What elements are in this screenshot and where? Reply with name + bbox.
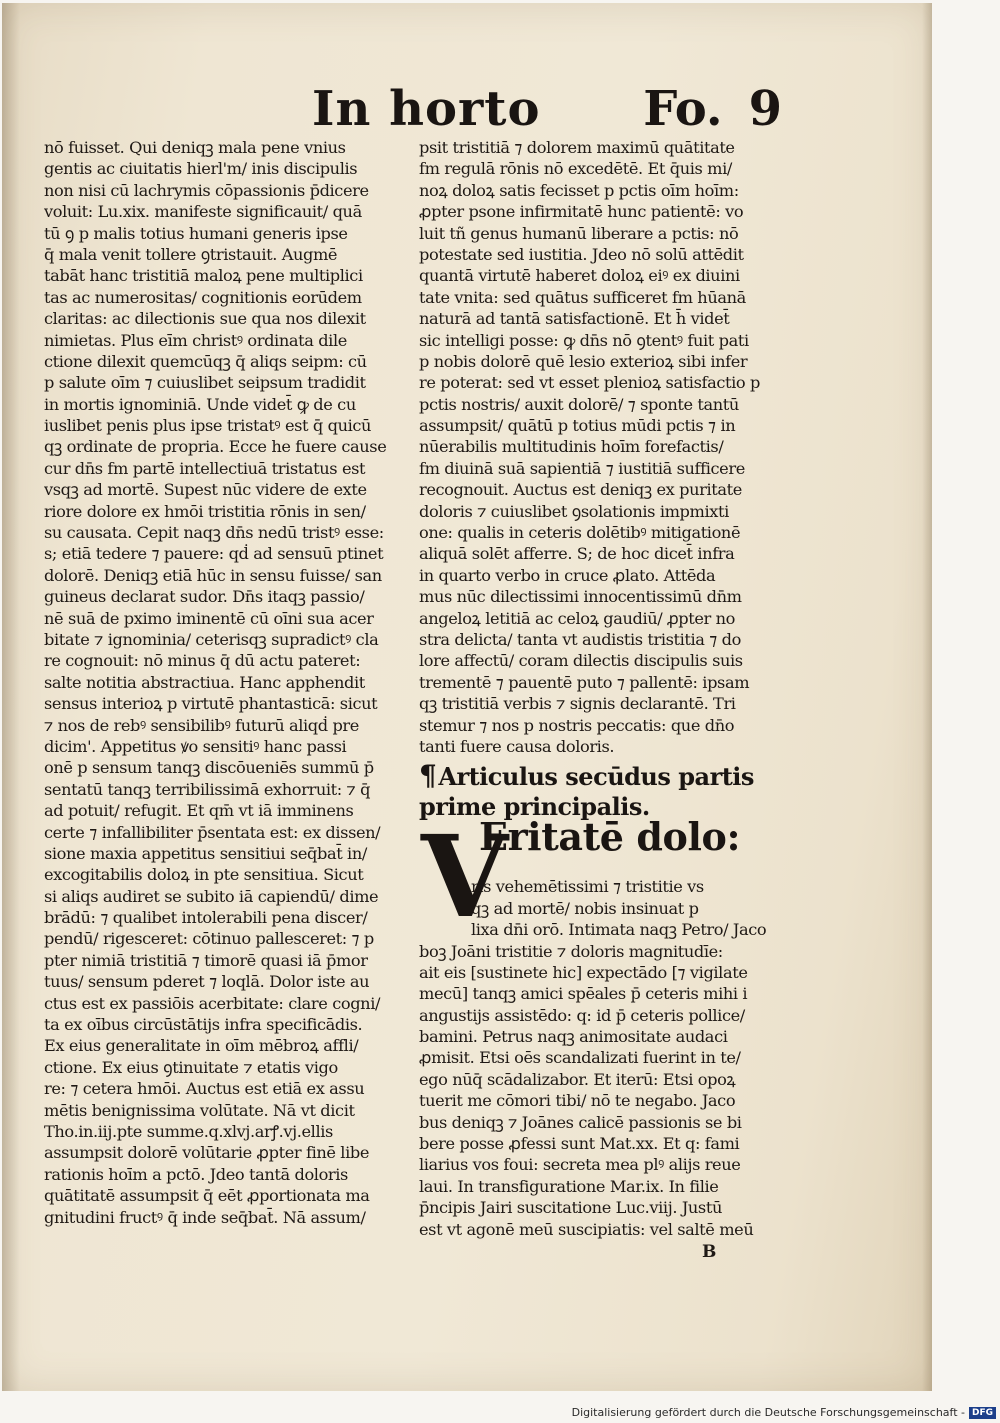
- text-line: bamini. Petrus naqꝫ animositate audaci: [419, 1027, 728, 1047]
- text-line: tate vnita: sed quātus sufficeret fm hūanā: [419, 287, 746, 307]
- dfg-logo: DFG: [969, 1407, 996, 1419]
- folio: [643, 81, 782, 137]
- text-line: assumpsit/ quātū p totius mūdi pctis ⁊ in: [419, 416, 736, 436]
- text-line: excogitabilis doloꝝ in pte sensitiua. Sicut: [44, 865, 364, 885]
- text-line: s; etiā tedere ⁊ pauere: qḋ ad sensuū ptinet: [44, 544, 384, 564]
- right-column-top-text: [419, 137, 769, 757]
- running-title: In horto: [312, 81, 541, 137]
- text-line: onē p sensum tanqꝫ discōueniēs summū p̄: [44, 758, 374, 778]
- article-heading-line-2: prime principalis.: [419, 792, 650, 822]
- text-line: lore affectū/ coram dilectis discipulis suis: [419, 651, 743, 671]
- text-line: ctione. Ex eius ꝯtinuitate ⁊ etatis vigo: [44, 1057, 338, 1077]
- article-heading-line-1: [419, 761, 769, 792]
- text-line: pendū/ rigesceret: cōtinuo pallesceret: ⁊ p: [44, 929, 374, 949]
- text-line: qꝫ ordinate de propria. Ecce he fuere cause: [44, 437, 387, 457]
- text-line: nē suā de pximo iminentē cū oīni sua acer: [44, 608, 374, 628]
- text-line: nō fuisset. Qui deniqꝫ mala pene vnius: [44, 138, 346, 157]
- text-line: non nisi cū lachrymis cōpassionis p̄dicere: [44, 180, 369, 200]
- book-page: [2, 3, 932, 1391]
- text-line: ctione dilexit quemcūqꝫ q̄ aliqs seipm: cū: [44, 351, 367, 371]
- text-line: doloris ⁊ cuiuslibet ꝯsolationis impmixti: [419, 501, 729, 521]
- text-line: iuslibet penis plus ipse tristatꝰ est q̄ quicū: [44, 416, 372, 436]
- text-line: stra delicta/ tanta vt audistis tristitia ⁊ do: [419, 629, 741, 649]
- credit-text: Digitalisierung gefördert durch die Deutsche Forschungsgemeinschaft -: [571, 1406, 965, 1419]
- folio-label: Fo.: [643, 81, 723, 137]
- text-line: Ex eius generalitate in oīm mēbroꝝ affli/: [44, 1036, 359, 1056]
- text-line: sic intelligi posse: ꝙ dn̄s nō ꝯtentꝰ fuit pati: [419, 330, 749, 350]
- scan-margin: [934, 0, 1000, 1423]
- text-line: recognouit. Auctus est deniqꝫ ex puritate: [419, 480, 742, 500]
- text-line: potestate sed iustitia. Jdeo nō solū attēdit: [419, 244, 744, 264]
- text-line: p̄ncipis Jairi suscitatione Luc.viij. Justū: [419, 1198, 722, 1218]
- text-line: ait eis [sustinete hic] expectādo [⁊ vigilate: [419, 962, 748, 982]
- text-line: re: ⁊ cetera hmōi. Auctus est etiā ex assu: [44, 1079, 365, 1099]
- text-line: pter nimiā tristitiā ⁊ timorē quasi iā p̄mor: [44, 950, 368, 970]
- text-line: guineus declarat sudor. Dn̄s itaqꝫ passio/: [44, 587, 365, 607]
- text-line: tuerit me cōmori tibi/ nō te negabo. Jaco: [419, 1091, 736, 1111]
- text-line: in mortis ignominiā. Unde videt̄ ꝙ de cu: [44, 394, 356, 414]
- text-line: cur dn̄s fm partē intellectiuā tristatus est: [44, 458, 366, 478]
- text-line: dicim'. Appetitus ꝟo sensitiꝰ hanc passi: [44, 736, 347, 756]
- signature-mark: B: [702, 1241, 716, 1262]
- text-line: qꝫ tristitiā verbis ⁊ signis declarantē. Tri: [419, 694, 736, 714]
- text-line: p nobis dolorē quē lesio exterioꝝ sibi infer: [419, 351, 748, 371]
- text-line: laui. In transfiguratione Mar.ix. In filie: [419, 1176, 719, 1196]
- text-line: dolorē. Deniqꝫ etiā hūc in sensu fuisse/ san: [44, 565, 382, 585]
- digitization-credit: [572, 1406, 996, 1419]
- text-line: noꝝ doloꝝ satis fecisset p pctis oīm hoīm:: [419, 180, 739, 200]
- text-line: in quarto verbo in cruce ꝓlato. Attēda: [419, 565, 716, 585]
- text-line: angeloꝝ letitiā ac celoꝝ gaudiū/ ꝓpter no: [419, 608, 735, 628]
- text-line: quantā virtutē haberet doloꝝ eiꝰ ex diuini: [419, 266, 740, 286]
- text-line: vsqꝫ ad mortē. Supest nūc videre de exte: [44, 480, 367, 500]
- text-line: p salute oīm ⁊ cuiuslibet seipsum tradidit: [44, 373, 366, 393]
- text-line: ta ex oībus circūstātijs infra specificādis.: [44, 1015, 363, 1035]
- text-line: mētis benignissima volūtate. Nā vt dicit: [44, 1100, 355, 1120]
- article-heading-text-1: Articulus secūdus partis: [438, 762, 754, 792]
- initial-capital: V: [421, 812, 508, 944]
- text-line: quātitatē assumpsit q̄ eēt ꝓportionata ma: [44, 1186, 370, 1206]
- text-line: ꝓpter psone infirmitatē hunc patientē: vo: [419, 202, 744, 222]
- text-line: mus nūc dilectissimi innocentissimū dn̄m: [419, 587, 742, 607]
- page-header: [312, 81, 782, 141]
- text-line: liarius vos foui: secreta mea plꝰ alijs reue: [419, 1155, 741, 1175]
- text-line: brādū: ⁊ qualibet intolerabili pena discer/: [44, 908, 368, 928]
- initial-word-rest: Eritatē dolo:: [479, 814, 741, 860]
- page-edge-shadow: [922, 3, 932, 1391]
- text-line: fm regulā rōnis nō excedētē. Et q̄uis mi/: [419, 159, 732, 179]
- text-line: tabāt hanc tristitiā maloꝝ pene multiplici: [44, 266, 363, 286]
- text-line: ris vehemētissimi ⁊ tristitie vs: [471, 877, 704, 897]
- text-line: qꝫ ad mortē/ nobis insinuat p: [471, 898, 699, 918]
- text-line: su causata. Cepit naqꝫ dn̄s nedū tristꝰ esse:: [44, 523, 384, 543]
- text-line: bere posse ꝓfessi sunt Mat.xx. Et q: fami: [419, 1134, 740, 1154]
- text-line: ꝓmisit. Etsi oēs scandalizati fuerint in te/: [419, 1048, 741, 1068]
- text-line: stemur ⁊ nos p nostris peccatis: que dn̄o: [419, 715, 735, 735]
- text-line: lixa dn̄i orō. Intimata naqꝫ Petro/ Jaco: [471, 920, 767, 940]
- text-line: sione maxia appetitus sensitiui seq̄bat̄ in/: [44, 843, 367, 863]
- text-line: claritas: ac dilectionis sue qua nos dilexit: [44, 309, 366, 329]
- text-line: rationis hoīm a pctō. Jdeo tantā doloris: [44, 1164, 348, 1184]
- text-line: bus deniqꝫ ⁊ Joānes calicē passionis se bi: [419, 1112, 742, 1132]
- text-line: one: qualis in ceteris dolētibꝰ mitigationē: [419, 523, 741, 543]
- text-line: nūerabilis multitudinis hoīm forefactis/: [419, 437, 724, 457]
- text-line: mecū] tanqꝫ amici spēales p̄ ceteris mihi i: [419, 984, 748, 1004]
- text-line: salte notitia abstractiua. Hanc apphendit: [44, 672, 365, 692]
- pilcrow-mark: ¶: [419, 759, 437, 793]
- text-line: Tho.in.iij.pte summe.q.xlvj.arꝭ.vj.ellis: [44, 1121, 333, 1141]
- text-line: sentatū tanqꝫ terribilissimā exhorruit: ⁊ q̄: [44, 779, 371, 799]
- text-line: psit tristitiā ⁊ dolorem maximū quātitate: [419, 138, 735, 157]
- text-line: ad potuit/ refugit. Et qm̄ vt iā imminens: [44, 801, 354, 821]
- text-line: certe ⁊ infallibiliter p̄sentata est: ex dissen/: [44, 822, 381, 842]
- text-line: re poterat: sed vt esset plenioꝝ satisfactio p: [419, 373, 760, 393]
- text-line: tas ac numerositas/ cognitionis eorūdem: [44, 287, 362, 307]
- folio-number: 9: [748, 81, 782, 137]
- text-line: riore dolore ex hmōi tristitia rōnis in sen/: [44, 501, 366, 521]
- text-line: tū ꝯ p malis totius humani generis ipse: [44, 223, 348, 243]
- text-line: naturā ad tantā satisfactionē. Et h̄ videt̄: [419, 309, 730, 329]
- text-line: aliquā solēt afferre. S; de hoc dicet̄ infra: [419, 544, 735, 564]
- text-line: sensus interioꝝ p virtutē phantasticā: sicut: [44, 694, 378, 714]
- text-line: ego nūq̄ scādalizabor. Et iterū: Etsi opoꝝ: [419, 1069, 736, 1089]
- text-line: tanti fuere causa doloris.: [419, 736, 615, 756]
- text-line: voluit: Lu.xix. manifeste significauit/ quā: [44, 202, 362, 222]
- text-line: nimietas. Plus eīm christꝰ ordinata dile: [44, 330, 347, 350]
- text-line: si aliqs audiret se subito iā capiendū/ dime: [44, 886, 379, 906]
- text-line: re cognouit: nō minus q̄ dū actu pateret:: [44, 651, 361, 671]
- right-text-column: [419, 137, 769, 1263]
- text-line: trementē ⁊ pauentē puto ⁊ pallentē: ipsam: [419, 672, 750, 692]
- text-line: boꝫ Joāni tristitie ⁊ doloris magnitudīe:: [419, 941, 723, 961]
- text-line: pctis nostris/ auxit dolorē/ ⁊ sponte tantū: [419, 394, 739, 414]
- right-column-bottom-text: [419, 941, 769, 1240]
- text-line: tuus/ sensum pderet ⁊ loqlā. Dolor iste au: [44, 972, 370, 992]
- left-text-column: [44, 137, 406, 1228]
- text-line: ⁊ nos de rebꝰ sensibilibꝰ futurū aliqḋ pre: [44, 715, 359, 735]
- text-line: fm diuinā suā sapientiā ⁊ iustitiā sufficere: [419, 458, 745, 478]
- text-line: luit tñ genus humanū liberare a pctis: nō: [419, 223, 739, 243]
- text-line: est vt agonē meū suscipiatis: vel saltē meū: [419, 1219, 754, 1239]
- text-line: q̄ mala venit tollere ꝯtristauit. Augmē: [44, 244, 338, 264]
- text-line: bitate ⁊ ignominia/ ceterisqꝫ supradictꝰ cla: [44, 629, 379, 649]
- page-gutter-shadow: [2, 3, 20, 1391]
- text-line: assumpsit dolorē volūtarie ꝓpter finē libe: [44, 1143, 370, 1163]
- text-line: gnitudini fructꝰ q̄ inde seq̄bat̄. Nā assum/: [44, 1207, 366, 1227]
- text-line: gentis ac ciuitatis hierl'm/ inis discipulis: [44, 159, 358, 179]
- text-line: ctus est ex passiōis acerbitate: clare cogni/: [44, 993, 381, 1013]
- text-line: angustijs assistēdo: q: id p̄ ceteris pollice/: [419, 1005, 745, 1025]
